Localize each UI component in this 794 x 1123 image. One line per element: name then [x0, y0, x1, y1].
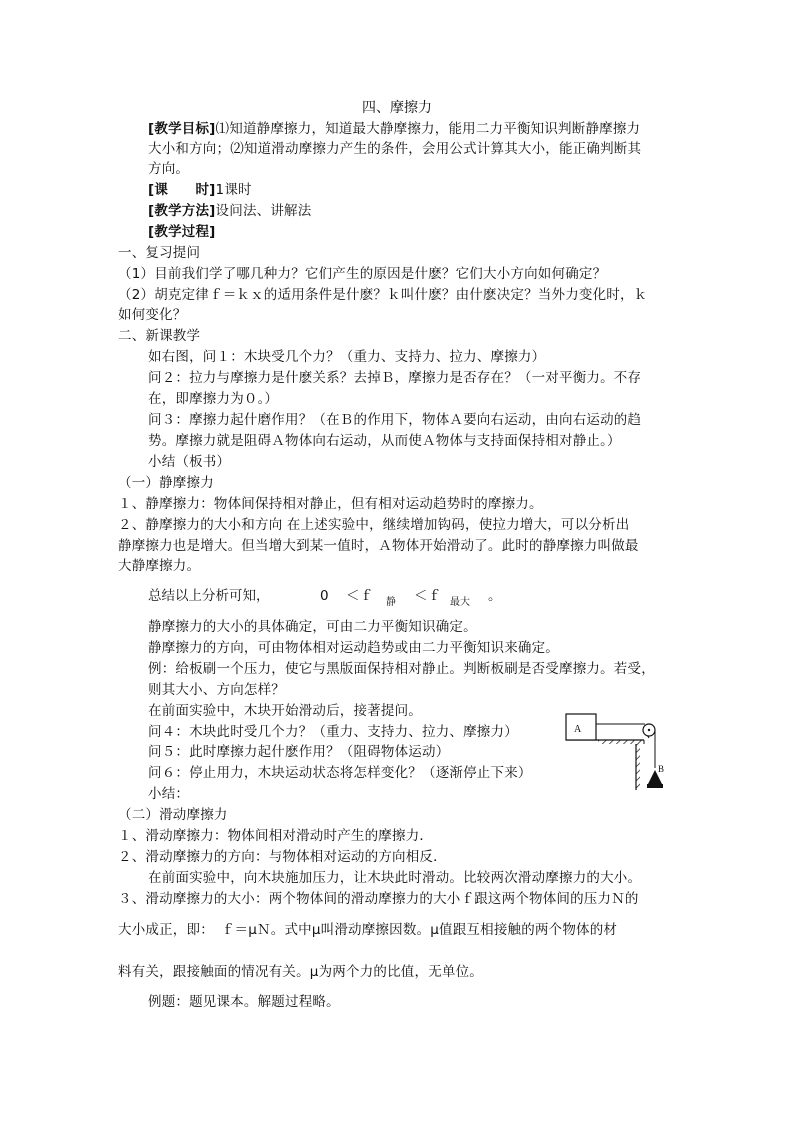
sliding-friction-formula-line: 大小成正，即： ｆ＝μＮ。式中μ叫滑动摩擦因数。μ值跟互相接触的两个物体的材 — [118, 922, 618, 938]
methods-label: [教学方法] — [148, 203, 216, 219]
hours-line — [148, 180, 252, 200]
question-2-cont: 如何变化？ — [118, 307, 187, 323]
sliding-friction-size: ３、滑动摩擦力的大小：两个物体间的滑动摩擦力的大小ｆ跟这两个物体间的压力Ｎ的 — [118, 891, 639, 907]
lesson-q2-cont: 在，即摩擦力为０。） — [148, 391, 279, 407]
objectives-line-1 — [148, 119, 640, 139]
sliding-friction-note: 料有关，跟接触面的情况有关。μ为两个力的比值，无单位。 — [118, 964, 483, 980]
weight-b-label: B — [658, 764, 665, 774]
static-direction-determine: 静摩擦力的方向，可由物体相对运动趋势或由二力平衡知识来确定。 — [148, 640, 559, 656]
example-brush-cont: 则其大小、方向怎样？ — [148, 682, 285, 698]
friction-experiment-diagram — [560, 708, 685, 793]
objectives-label: [教学目标] — [148, 121, 216, 137]
lesson-q2: 问２：拉力与摩擦力是什麽关系？去掉Ｂ，摩擦力是否存在？（一对平衡力。不存 — [148, 370, 642, 386]
static-friction-size-cont: 静摩擦力也是增大。但当增大到某一值时，Ａ物体开始滑动了。此时的静摩擦力叫做最 — [118, 538, 639, 554]
section-review: 一、复习提问 — [118, 245, 201, 261]
lesson-q5: 问５：此时摩擦力起什麽作用？（阻碍物体运动） — [148, 744, 450, 760]
formula-zero: 0 — [320, 588, 329, 604]
summary-2: 小结： — [148, 786, 190, 802]
example-problem: 例题：题见课本。解题过程略。 — [148, 994, 340, 1010]
static-friction-def: １、静摩擦力：物体间保持相对静止，但有相对运动趋势时的摩擦力。 — [118, 496, 543, 512]
sliding-friction-direction: ２、滑动摩擦力的方向：与物体相对运动的方向相反． — [118, 849, 447, 865]
static-friction-size: ２、静摩擦力的大小和方向 在上述实验中，继续增加钩码，使拉力增大，可以分析出 — [118, 517, 630, 533]
static-friction-size-end: 大静摩擦力。 — [118, 558, 201, 574]
formula-lt-1: ＜ｆ — [346, 588, 373, 604]
process-label: [教学过程] — [148, 224, 216, 240]
summary-board: 小结（板书） — [148, 454, 231, 470]
objectives-text-1: ⑴知道静摩擦力，知道最大静摩擦力，能用二力平衡知识判断静摩擦力 — [215, 121, 641, 137]
example-brush: 例：给板刷一个压力，使它与黑版面保持相对静止。判断板刷是否受摩擦力。若受， — [148, 661, 655, 677]
methods-value: 设问法、讲解法 — [215, 203, 312, 219]
lesson-q3: 问３：摩擦力起什磨作用？（在Ｂ的作用下，物体Ａ要向右运动，由向右运动的趋 — [148, 412, 642, 428]
sliding-friction-def: １、滑动摩擦力：物体间相对滑动时产生的摩擦力． — [118, 828, 434, 844]
lesson-q3-cont: 势。摩擦力就是阻碍Ａ物体向右运动，从而使Ａ物体与支持面保持相对静止。） — [148, 433, 621, 449]
lesson-q6: 问６：停止用力，木块运动状态将怎样变化？（逐渐停止下来） — [148, 765, 532, 781]
question-1: （1）目前我们学了哪几种力？它们产生的原因是什麽？它们大小方向如何确定？ — [118, 266, 607, 282]
formula-end: 。 — [488, 588, 502, 604]
block-a-label: A — [574, 724, 582, 735]
static-size-determine: 静摩擦力的大小的具体确定，可由二力平衡知识确定。 — [148, 619, 477, 635]
formula-prefix: 总结以上分析可知， — [148, 588, 270, 604]
methods-line — [148, 201, 311, 221]
objectives-line-3: 方向。 — [148, 161, 190, 177]
weight-b-base — [647, 784, 663, 788]
question-2: （2）胡克定律ｆ＝ｋｘ的适用条件是什麽？ｋ叫什麽？由什麽决定？当外力变化时，ｋ — [118, 287, 648, 303]
sliding-experiment: 在前面实验中，向木块施加压力，让木块此时滑动。比较两次滑动摩擦力的大小。 — [148, 870, 642, 886]
hours-value: 1课时 — [215, 182, 252, 198]
lesson-q4: 问４：木块此时受几个力？（重力、支持力、拉力、摩擦力） — [148, 724, 518, 740]
page-title: 四、摩擦力 — [362, 100, 432, 116]
experiment-note: 在前面实验中，木块开始滑动后，接著提问。 — [148, 703, 422, 719]
formula-sub-max: 最大 — [450, 597, 470, 608]
pulley-axle — [648, 729, 650, 731]
objectives-line-2: 大小和方向；⑵知道滑动摩擦力产生的条件，会用公式计算其大小，能正确判断其 — [148, 141, 642, 157]
table-surface — [566, 740, 644, 790]
lesson-q1: 如右图，问１：木块受几个力？（重力、支持力、拉力、摩擦力） — [148, 349, 546, 365]
subsection-static-friction: （一）静摩擦力 — [118, 475, 214, 491]
formula-sub-static: 静 — [386, 597, 396, 608]
formula-lt-2: ＜ｆ — [414, 588, 441, 604]
subsection-sliding-friction: （二）滑动摩擦力 — [118, 807, 228, 823]
section-new-lesson: 二、新课教学 — [118, 328, 201, 344]
hours-label: [课 时] — [148, 182, 216, 198]
